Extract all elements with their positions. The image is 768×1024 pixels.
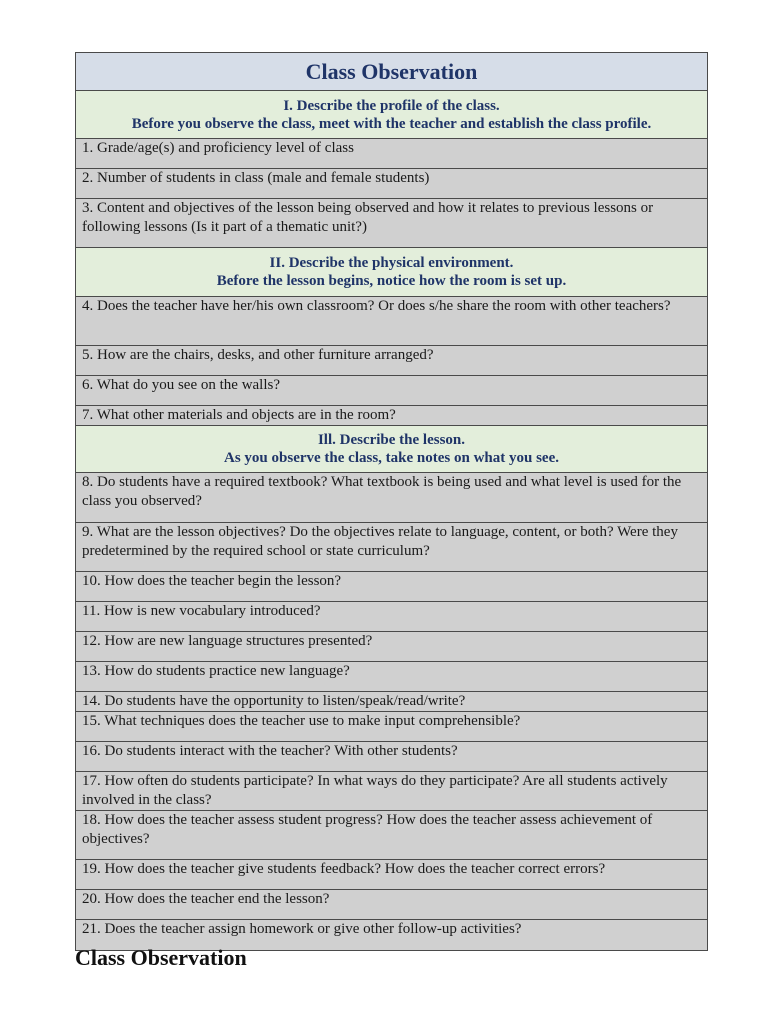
table-row — [76, 169, 708, 199]
question-cell: 4. Does the teacher have her/his own classroom? Or does s/he share the room with other teachers? — [76, 297, 708, 346]
question-cell: 8. Do students have a required textbook? What textbook is being used and what level is used for the class you observed? — [76, 473, 708, 523]
section-title: II. Describe the physical environment. — [269, 255, 514, 271]
table-row — [76, 712, 708, 742]
question-cell: 10. How does the teacher begin the lesson? — [76, 572, 708, 602]
section-instruction: As you observe the class, take notes on what you see. — [224, 450, 559, 466]
title-row — [76, 53, 708, 91]
table-row — [76, 346, 708, 376]
question-cell: 13. How do students practice new language? — [76, 662, 708, 692]
section-heading — [76, 248, 708, 297]
question-cell: 9. What are the lesson objectives? Do the objectives relate to language, content, or both? Were they predetermined by the required school or state curriculum? — [76, 523, 708, 572]
table-row — [76, 860, 708, 890]
table-row — [76, 376, 708, 406]
question-cell: 20. How does the teacher end the lesson? — [76, 890, 708, 920]
table-row — [76, 523, 708, 572]
question-cell: 21. Does the teacher assign homework or give other follow-up activities? — [76, 920, 708, 951]
question-cell: 18. How does the teacher assess student progress? How does the teacher assess achievement of objectives? — [76, 811, 708, 860]
table-row — [76, 572, 708, 602]
question-cell: 14. Do students have the opportunity to listen/speak/read/write? — [76, 692, 708, 712]
table-row — [76, 662, 708, 692]
question-cell: 11. How is new vocabulary introduced? — [76, 602, 708, 632]
question-cell: 2. Number of students in class (male and female students) — [76, 169, 708, 199]
table-row — [76, 890, 708, 920]
table-row — [76, 811, 708, 860]
section-heading — [76, 91, 708, 139]
section-instruction: Before the lesson begins, notice how the room is set up. — [216, 273, 567, 289]
question-cell: 1. Grade/age(s) and proficiency level of class — [76, 139, 708, 169]
section-heading — [76, 426, 708, 473]
section-row-environment — [76, 248, 708, 297]
question-cell: 17. How often do students participate? In what ways do they participate? Are all students actively involved in the class? — [76, 772, 708, 811]
footer-heading: Class Observation — [75, 945, 247, 970]
question-cell: 6. What do you see on the walls? — [76, 376, 708, 406]
section-row-lesson — [76, 426, 708, 473]
table-row — [76, 473, 708, 523]
question-cell: 19. How does the teacher give students feedback? How does the teacher correct errors? — [76, 860, 708, 890]
table-row — [76, 632, 708, 662]
table-row — [76, 406, 708, 426]
table-title: Class Observation — [76, 53, 708, 91]
question-cell: 15. What techniques does the teacher use to make input comprehensible? — [76, 712, 708, 742]
table-row — [76, 692, 708, 712]
table-row — [76, 199, 708, 248]
section-title: Ill. Describe the lesson. — [317, 432, 466, 448]
question-cell: 5. How are the chairs, desks, and other furniture arranged? — [76, 346, 708, 376]
section-instruction: Before you observe the class, meet with the teacher and establish the class profile. — [131, 115, 652, 132]
observation-table — [75, 52, 708, 951]
table-row — [76, 602, 708, 632]
question-cell: 12. How are new language structures presented? — [76, 632, 708, 662]
section-title: I. Describe the profile of the class. — [283, 97, 500, 114]
question-cell: 7. What other materials and objects are in the room? — [76, 406, 708, 426]
section-row-profile — [76, 91, 708, 139]
table-row — [76, 772, 708, 811]
question-cell: 16. Do students interact with the teacher? With other students? — [76, 742, 708, 772]
table-row — [76, 742, 708, 772]
table-row — [76, 139, 708, 169]
question-cell: 3. Content and objectives of the lesson being observed and how it relates to previous lessons or following lessons (Is it part of a thematic unit?) — [76, 199, 708, 248]
table-row — [76, 297, 708, 346]
